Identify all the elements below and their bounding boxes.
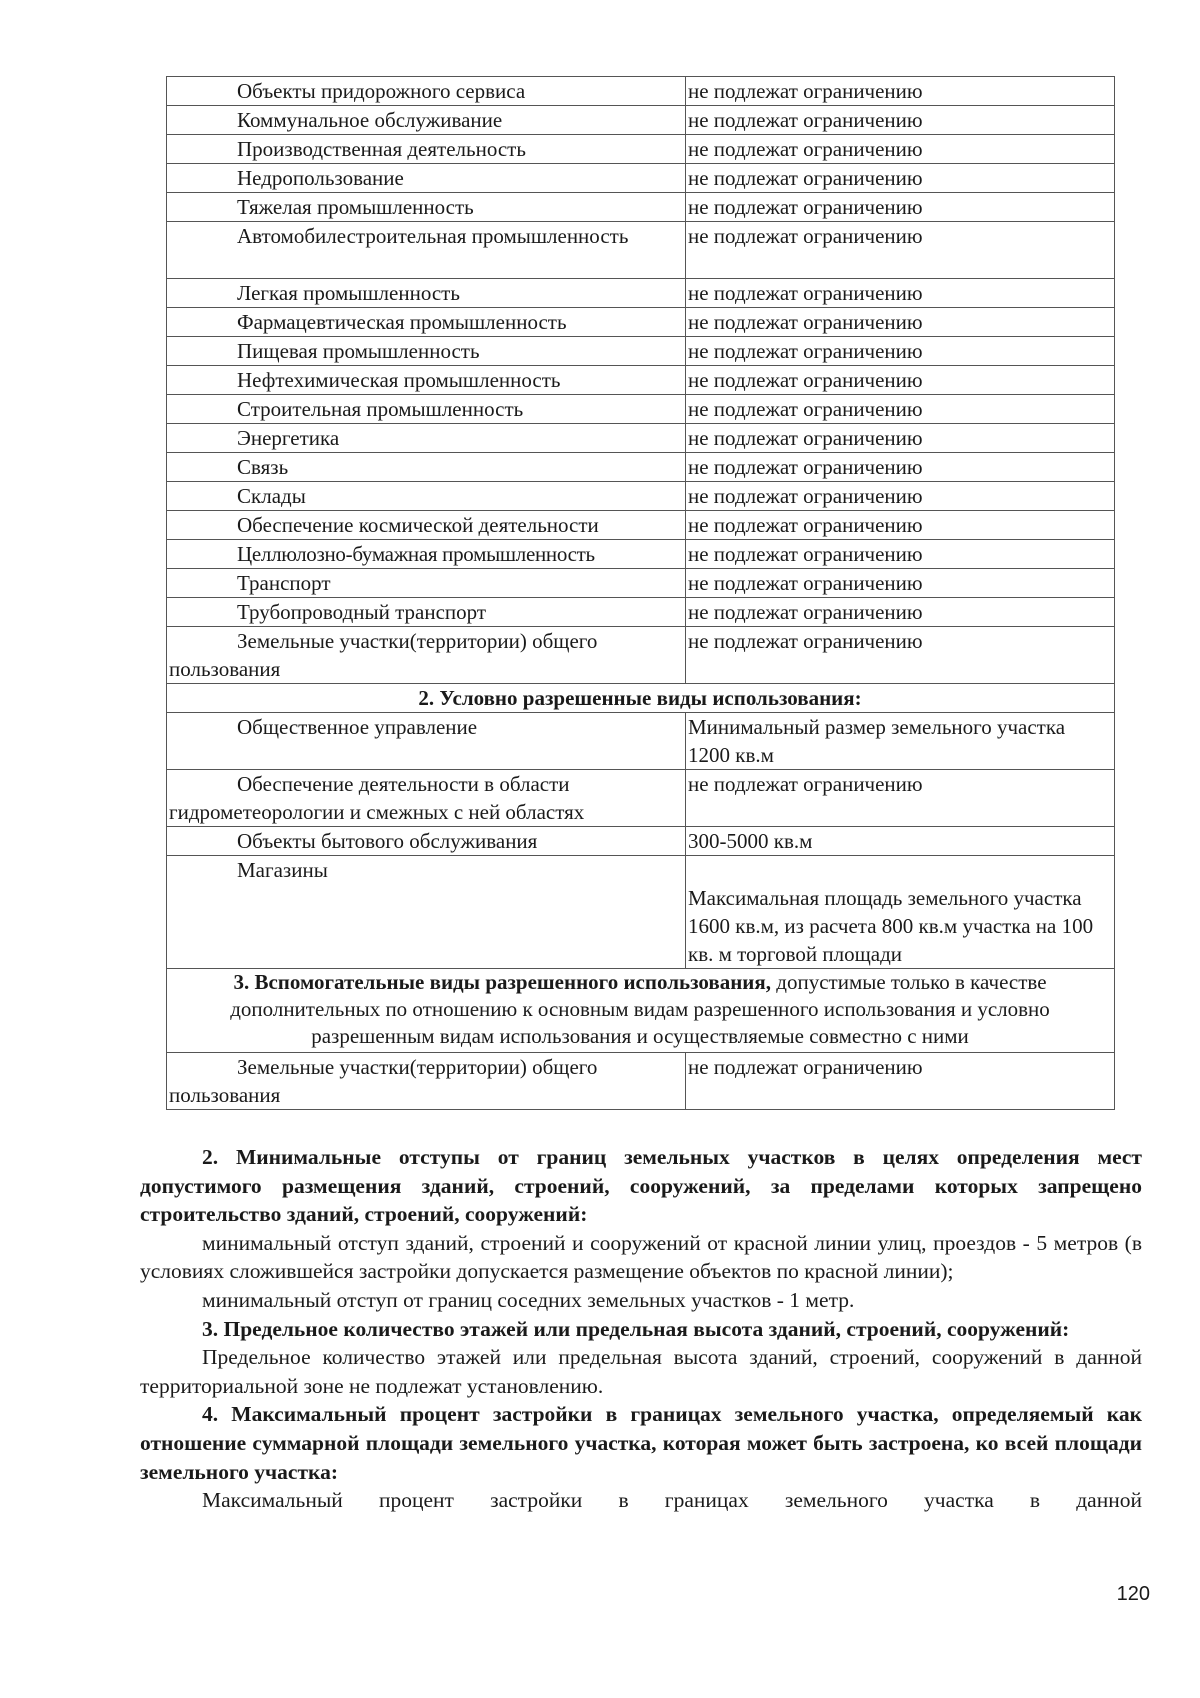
- table-row: [167, 827, 1115, 856]
- parameter-cell: не подлежат ограничению: [686, 569, 1115, 598]
- table-row: [167, 366, 1115, 395]
- parameter-cell: не подлежат ограничению: [686, 77, 1115, 106]
- use-type-cell: Связь: [167, 453, 686, 482]
- table-row: [167, 453, 1115, 482]
- parameter-cell: не подлежат ограничению: [686, 627, 1115, 684]
- use-type-cell: Автомобилестроительная промышленность: [167, 222, 686, 279]
- table-row: [167, 482, 1115, 511]
- regulations-text: [140, 1143, 1142, 1515]
- table-row: [167, 511, 1115, 540]
- table-row: [167, 713, 1115, 770]
- parameter-cell: не подлежат ограничению: [686, 598, 1115, 627]
- parameter-cell: не подлежат ограничению: [686, 424, 1115, 453]
- section-3-heading: 3. Предельное количество этажей или предельная высота зданий, строений, сооружений:: [202, 1316, 1070, 1341]
- table-row: [167, 598, 1115, 627]
- use-type-cell: Общественное управление: [167, 713, 686, 770]
- table-row: [167, 856, 1115, 969]
- section-heading-row: [167, 969, 1115, 1053]
- section-3-paragraph: Предельное количество этажей или предельная высота зданий, строений, сооружений в данной территориальной зоне не подлежат установлению.: [140, 1345, 1142, 1398]
- parameter-cell: не подлежат ограничению: [686, 453, 1115, 482]
- parameter-cell: Максимальная площадь земельного участка 1600 кв.м, из расчета 800 кв.м участка на 100 кв. м торговой площади: [686, 856, 1115, 969]
- auxiliary-heading-bold: 3. Вспомогательные виды разрешенного использования,: [233, 970, 772, 994]
- table-row: [167, 279, 1115, 308]
- section-2-paragraph: минимальный отступ зданий, строений и сооружений от красной линии улиц, проездов - 5 метров (в условиях сложившейся застройки допускается размещение объектов по красной линии);: [140, 1230, 1142, 1284]
- parameter-cell: не подлежат ограничению: [686, 337, 1115, 366]
- use-type-cell: Склады: [167, 482, 686, 511]
- parameter-cell: не подлежат ограничению: [686, 366, 1115, 395]
- table-row: [167, 540, 1115, 569]
- conditional-uses-heading: 2. Условно разрешенные виды использования:: [167, 684, 1115, 713]
- use-type-cell: Земельные участки(территории) общего пользования: [167, 1053, 686, 1110]
- parameter-cell: не подлежат ограничению: [686, 135, 1115, 164]
- table-row: [167, 77, 1115, 106]
- auxiliary-heading-text: допустимые только в качестве дополнительных по отношению к основным видам разрешенного использования и условно разрешенным видам использования и осуществляемые совместно с ними: [230, 970, 1050, 1048]
- use-type-cell: Обеспечение деятельности в области гидрометеорологии и смежных с ней областях: [167, 770, 686, 827]
- use-type-cell: Объекты бытового обслуживания: [167, 827, 686, 856]
- table-row: [167, 193, 1115, 222]
- parameter-cell: не подлежат ограничению: [686, 395, 1115, 424]
- parameter-cell: не подлежат ограничению: [686, 164, 1115, 193]
- section-4-paragraph: Максимальный процент застройки в границах земельного участка в данной: [202, 1488, 1142, 1513]
- parameter-cell: не подлежат ограничению: [686, 770, 1115, 827]
- use-type-cell: Нефтехимическая промышленность: [167, 366, 686, 395]
- use-type-cell: Объекты придорожного сервиса: [167, 77, 686, 106]
- parameter-cell: не подлежат ограничению: [686, 511, 1115, 540]
- use-type-cell: Транспорт: [167, 569, 686, 598]
- parameter-cell: не подлежат ограничению: [686, 540, 1115, 569]
- use-type-cell: Строительная промышленность: [167, 395, 686, 424]
- table-row: [167, 569, 1115, 598]
- section-heading-row: [167, 684, 1115, 713]
- use-type-cell: Обеспечение космической деятельности: [167, 511, 686, 540]
- parameter-cell: не подлежат ограничению: [686, 222, 1115, 279]
- use-type-cell: Пищевая промышленность: [167, 337, 686, 366]
- use-type-cell: Трубопроводный транспорт: [167, 598, 686, 627]
- table-row: [167, 337, 1115, 366]
- use-type-cell: Магазины: [167, 856, 686, 969]
- parameter-cell: не подлежат ограничению: [686, 308, 1115, 337]
- use-type-cell: Производственная деятельность: [167, 135, 686, 164]
- use-type-cell: Тяжелая промышленность: [167, 193, 686, 222]
- parameter-cell: не подлежат ограничению: [686, 279, 1115, 308]
- table-row: [167, 395, 1115, 424]
- use-type-cell: Фармацевтическая промышленность: [167, 308, 686, 337]
- table-row: [167, 424, 1115, 453]
- page-number: 120: [1116, 1583, 1150, 1605]
- use-type-cell: Легкая промышленность: [167, 279, 686, 308]
- table-row: [167, 1053, 1115, 1110]
- table-row: [167, 222, 1115, 279]
- parameter-cell: не подлежат ограничению: [686, 482, 1115, 511]
- parameter-cell: не подлежат ограничению: [686, 193, 1115, 222]
- section-4-heading: 4. Максимальный процент застройки в границах земельного участка, определяемый как отношение суммарной площади земельного участка, которая может быть застроена, ко всей площади земельного участка:: [140, 1402, 1142, 1484]
- section-2-paragraph: минимальный отступ от границ соседних земельных участков - 1 метр.: [202, 1287, 855, 1312]
- table-row: [167, 164, 1115, 193]
- use-type-cell: Земельные участки(территории) общего пользования: [167, 627, 686, 684]
- table-row: [167, 106, 1115, 135]
- use-type-cell: Коммунальное обслуживание: [167, 106, 686, 135]
- use-type-cell: Энергетика: [167, 424, 686, 453]
- parameter-cell: не подлежат ограничению: [686, 1053, 1115, 1110]
- section-2-heading: 2. Минимальные отступы от границ земельных участков в целях определения мест допустимого размещения зданий, строений, сооружений, за пределами которых запрещено строительство зданий, строений, сооружений:: [140, 1145, 1142, 1227]
- table-row: [167, 308, 1115, 337]
- use-type-cell: Целлюлозно-бумажная промышленность: [167, 540, 686, 569]
- table-row: [167, 627, 1115, 684]
- auxiliary-uses-heading: [167, 969, 1115, 1053]
- table-row: [167, 135, 1115, 164]
- parameter-cell: 300-5000 кв.м: [686, 827, 1115, 856]
- use-type-cell: Недропользование: [167, 164, 686, 193]
- land-use-table: [166, 76, 1115, 1110]
- table-row: [167, 770, 1115, 827]
- parameter-cell: Минимальный размер земельного участка 1200 кв.м: [686, 713, 1115, 770]
- parameter-cell: не подлежат ограничению: [686, 106, 1115, 135]
